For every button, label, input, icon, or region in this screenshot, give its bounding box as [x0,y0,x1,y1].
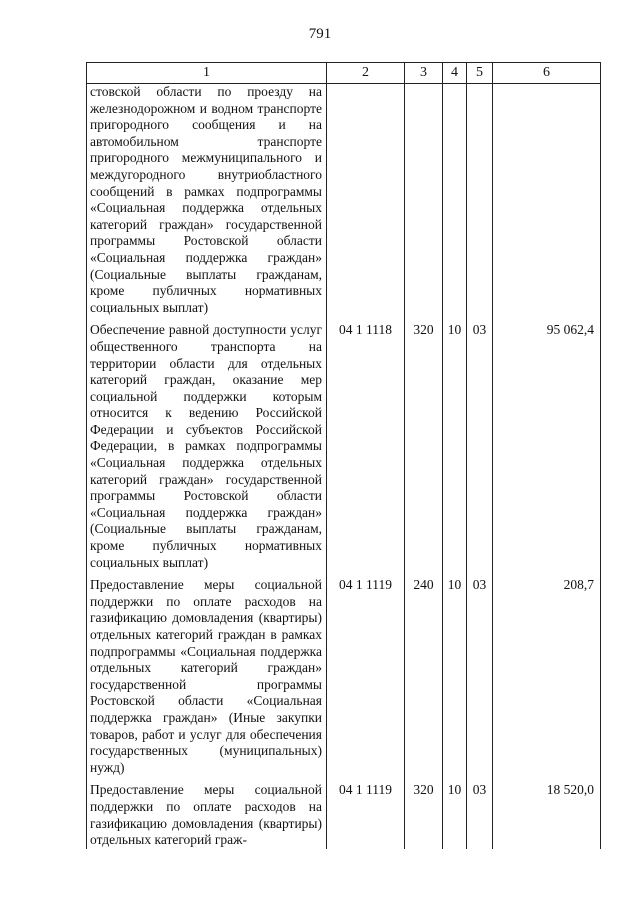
row-amount: 18 520,0 [493,782,601,848]
row-expense-type: 240 [405,577,443,776]
row-target-code: 04 1 1119 [327,577,405,776]
row-target-code: 04 1 1119 [327,782,405,848]
table-row [87,577,601,776]
row-section [443,84,467,317]
row-description: Предоставление меры социальной поддержки по оплате расходов на газификацию домовладения (квартиры) отдельных категорий граж- [87,782,327,848]
row-section: 10 [443,322,467,571]
header-col-5: 5 [467,63,493,84]
row-subsection [467,84,493,317]
header-col-6: 6 [493,63,601,84]
header-col-1: 1 [87,63,327,84]
row-target-code: 04 1 1118 [327,322,405,571]
header-col-2: 2 [327,63,405,84]
row-description: Предоставление меры социальной поддержки по оплате расходов на газификацию домовладения (квартиры) отдельных категорий граждан в рамках подпрограммы «Социальная поддержка отдельных категорий граждан» государственной программы Ростовской области «Социальная поддержка граждан» (Иные закупки товаров, работ и услуг для обеспечения государственных (муниципальных) нужд) [87,577,327,776]
table-row [87,84,601,317]
row-subsection: 03 [467,322,493,571]
row-expense-type [405,84,443,317]
row-section: 10 [443,577,467,776]
header-col-3: 3 [405,63,443,84]
row-target-code [327,84,405,317]
row-expense-type: 320 [405,322,443,571]
row-description: Обеспечение равной доступности услуг общественного транспорта на территории области для отдельных категорий граждан, оказание мер социальной поддержки которым относится к ведению Российской Федерации и субъектов Российской Федерации, в рамках подпрограммы «Социальная поддержка отдельных категорий граждан» государственной программы Ростовской области «Социальная поддержка граждан» (Социальные выплаты гражданам, кроме публичных нормативных социальных выплат) [87,322,327,571]
row-subsection: 03 [467,782,493,848]
row-amount: 95 062,4 [493,322,601,571]
row-amount [493,84,601,317]
page-number: 791 [308,26,332,42]
budget-table [86,62,601,849]
row-section: 10 [443,782,467,848]
row-amount: 208,7 [493,577,601,776]
table-row [87,782,601,848]
row-description: стовской области по проезду на железнодорожном и водном транспорте пригородного сообщения и на автомобильном транспорте пригородного межмуниципального и междугородного внутриобластного сообщений в рамках подпрограммы «Социальная поддержка отдельных категорий граждан» государственной программы Ростовской области «Социальная поддержка граждан» (Социальные выплаты гражданам, кроме публичных нормативных социальных выплат) [87,84,327,317]
row-subsection: 03 [467,577,493,776]
table-header-row [87,63,601,84]
table-row [87,322,601,571]
header-col-4: 4 [443,63,467,84]
row-expense-type: 320 [405,782,443,848]
